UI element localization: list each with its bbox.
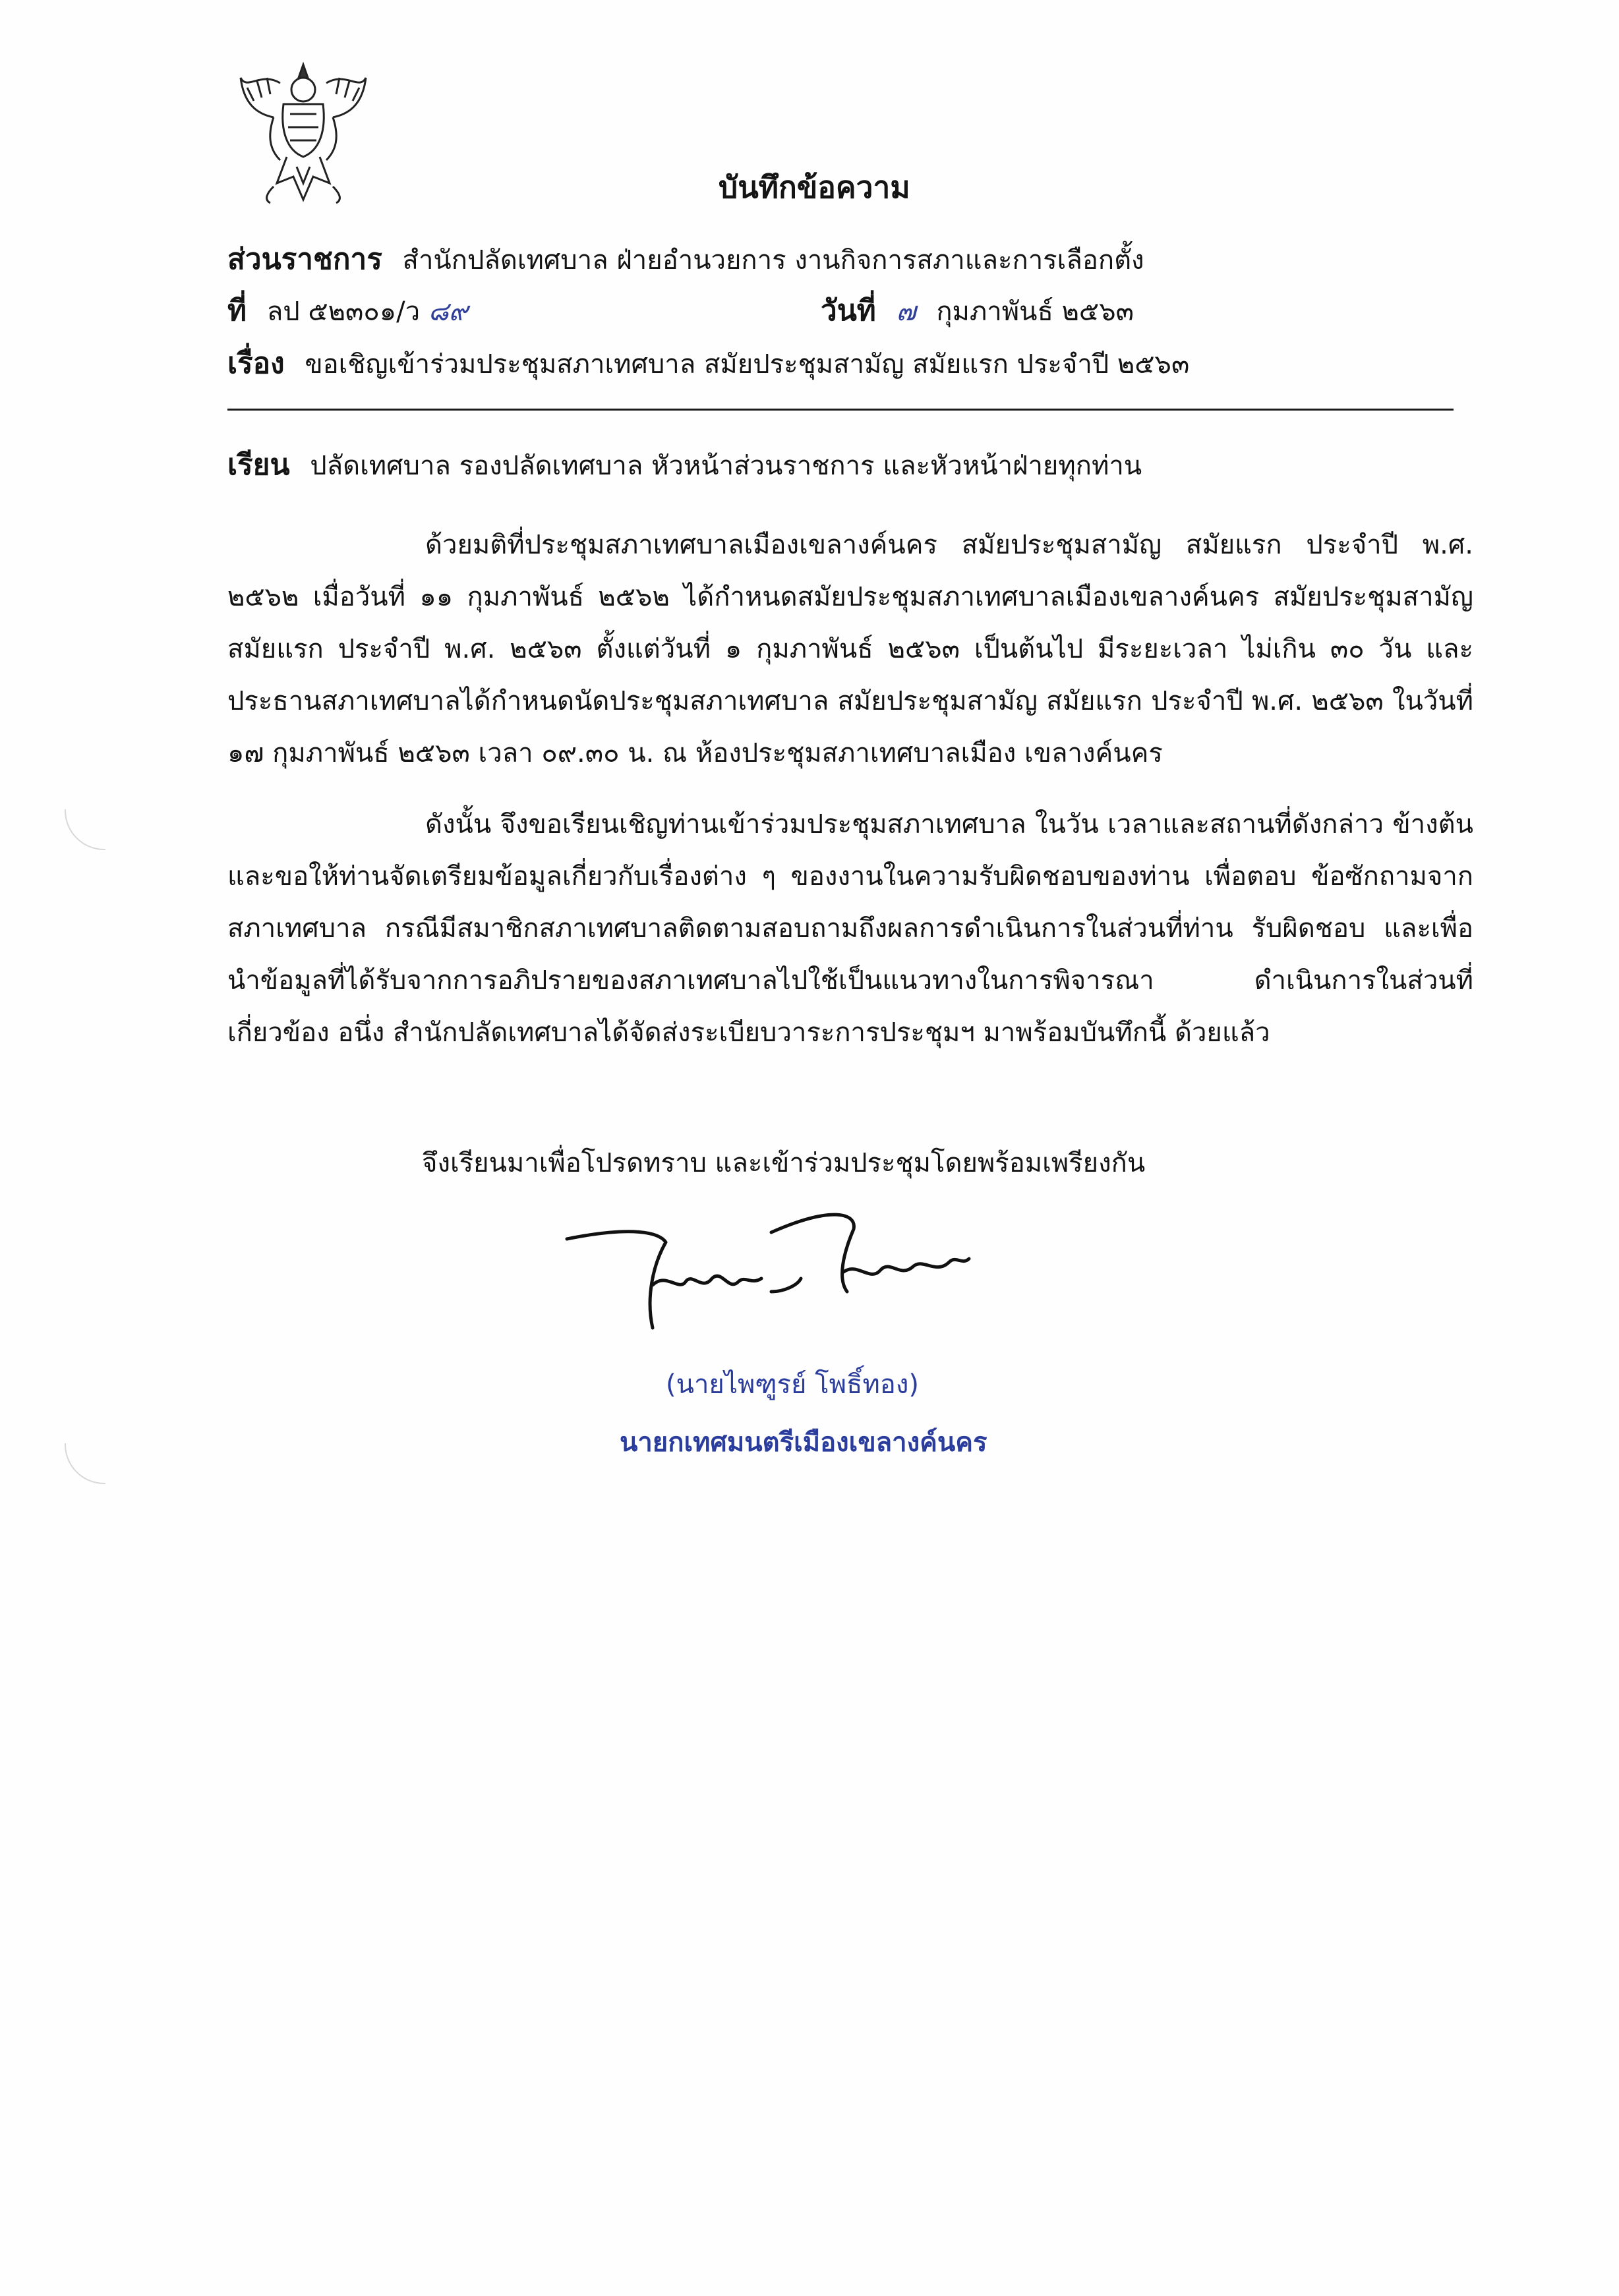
- addressee-value: ปลัดเทศบาล รองปลัดเทศบาล หัวหน้าส่วนราชการ และหัวหน้าฝ่ายทุกท่าน: [310, 451, 1142, 481]
- addressee-label: เรียน: [227, 448, 290, 482]
- date-handwritten-day: ๗: [896, 297, 916, 327]
- reference-handwritten-number: ๘๙: [428, 297, 468, 327]
- body-paragraph-2: ดังนั้น จึงขอเรียนเชิญท่านเข้าร่วมประชุมสภาเทศบาล ในวัน เวลาและสถานที่ดังกล่าว ข้างต้น และขอให้ท่านจัดเตรียมข้อมูลเกี่ยวกับเรื่องต่าง ๆ ของงานในความรับผิดชอบของท่าน เพื่อตอบ ข้อซักถามจากสภาเทศบาล กรณีมีสมาชิกสภาเทศบาลติดตามสอบถามถึงผลการดำเนินการในส่วนที่ท่าน รับผิดชอบ และเพื่อนำข้อมูลที่ได้รับจากการอภิปรายของสภาเทศบาลไปใช้เป็นแนวทางในการพิจารณา ดำเนินการในส่วนที่เกี่ยวข้อง อนึ่ง สำนักปลัดเทศบาลได้จัดส่งระเบียบวาระการประชุมฯ มาพร้อมบันทึกนี้ ด้วยแล้ว: [227, 809, 1473, 1048]
- memo-title: บันทึกข้อความ: [719, 169, 910, 205]
- date-label: วันที่: [821, 294, 876, 328]
- addressee-row: [227, 448, 1142, 482]
- reference-value: ลป ๕๒๓๐๑/ว: [266, 297, 421, 327]
- reference-row: [227, 294, 468, 328]
- body-paragraph-1: ด้วยมติที่ประชุมสภาเทศบาลเมืองเขลางค์นคร สมัยประชุมสามัญ สมัยแรก ประจำปี พ.ศ. ๒๕๖๒ เมื่อวันที่ ๑๑ กุมภาพันธ์ ๒๕๖๒ ได้กำหนดสมัยประชุมสภาเทศบาลเมืองเขลางค์นคร สมัยประชุมสามัญ สมัยแรก ประจำปี พ.ศ. ๒๕๖๓ ตั้งแต่วันที่ ๑ กุมภาพันธ์ ๒๕๖๓ เป็นต้นไป มีระยะเวลา ไม่เกิน ๓๐ วัน และประธานสภาเทศบาลได้กำหนดนัดประชุมสภาเทศบาล สมัยประชุมสามัญ สมัยแรก ประจำปี พ.ศ. ๒๕๖๓ ในวันที่ ๑๗ กุมภาพันธ์ ๒๕๖๓ เวลา ๐๙.๓๐ น. ณ ห้องประชุมสภาเทศบาลเมือง เขลางค์นคร: [227, 530, 1473, 768]
- signer-title: นายกเทศมนตรีเมืองเขลางค์นคร: [620, 1427, 987, 1458]
- closing-line: จึงเรียนมาเพื่อโปรดทราบ และเข้าร่วมประชุมโดยพร้อมเพรียงกัน: [422, 1148, 1146, 1178]
- agency-label: ส่วนราชการ: [227, 243, 382, 276]
- subject-label: เรื่อง: [227, 347, 285, 380]
- date-row: [821, 294, 1134, 328]
- punch-hole-mark: [65, 809, 105, 850]
- agency-row: [227, 245, 1144, 274]
- header-divider: [227, 409, 1454, 411]
- handwritten-signature: [554, 1193, 976, 1338]
- reference-label: ที่: [227, 294, 247, 328]
- date-value: กุมภาพันธ์ ๒๕๖๓: [936, 297, 1134, 327]
- subject-row: [227, 349, 1189, 378]
- garuda-emblem-icon: [234, 51, 372, 206]
- subject-value: ขอเชิญเข้าร่วมประชุมสภาเทศบาล สมัยประชุมสามัญ สมัยแรก ประจำปี ๒๕๖๓: [305, 349, 1190, 380]
- agency-value: สำนักปลัดเทศบาล ฝ่ายอำนวยการ งานกิจการสภาและการเลือกตั้ง: [402, 245, 1144, 275]
- signer-name: (นายไพฑูรย์ โพธิ์ทอง): [666, 1369, 919, 1400]
- punch-hole-mark: [65, 1443, 105, 1484]
